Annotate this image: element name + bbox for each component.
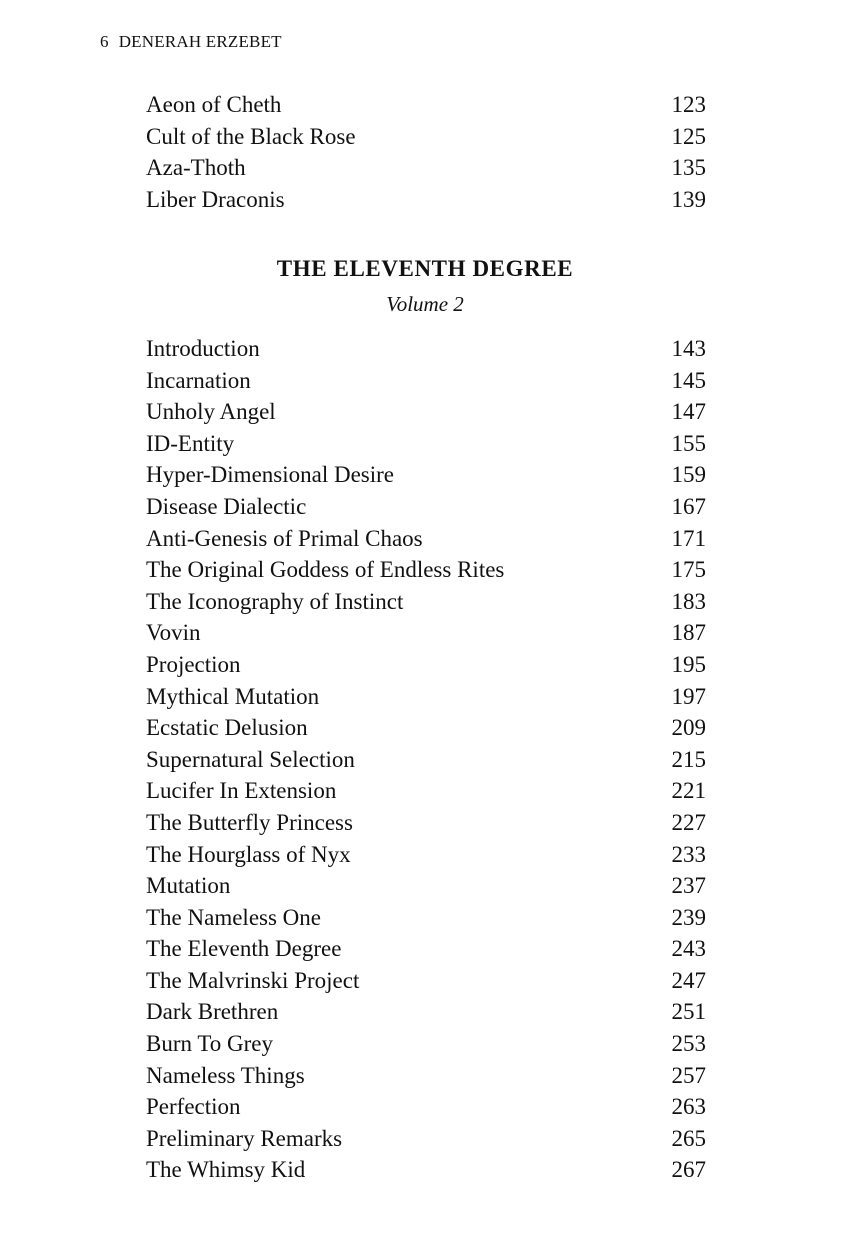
toc-entry-title: The Nameless One [146,904,321,930]
toc-entry [146,965,706,997]
toc-entry-page: 135 [671,155,706,181]
toc-entry [146,89,706,121]
toc-entry-title: ID-Entity [146,430,235,456]
toc-entry [146,184,706,216]
toc-entry-title: The Iconography of Instinct [146,588,404,614]
toc-entry-title: Liber Draconis [146,186,285,212]
toc-entry [146,933,706,965]
toc-entry [146,428,706,460]
toc-entry-page: 147 [671,399,706,425]
toc-entry-page: 209 [671,715,706,741]
toc-entry-page: 267 [671,1157,706,1183]
toc-entry-page: 175 [671,557,706,583]
toc-entry-page: 183 [671,588,706,614]
toc-entry-title: Projection [146,651,241,677]
toc-entry-page: 215 [671,746,706,772]
toc-entry [146,554,706,586]
toc-entry-page: 167 [671,493,706,519]
toc-entry-page: 265 [671,1125,706,1151]
toc-entry-title: Incarnation [146,367,251,393]
toc-entry [146,1091,706,1123]
toc-entry [146,586,706,618]
toc-list-main [146,333,706,1186]
toc-entry-title: Disease Dialectic [146,493,307,519]
toc-entry-page: 197 [671,683,706,709]
toc-entry [146,459,706,491]
toc-entry-page: 239 [671,904,706,930]
page-number: 6 [100,32,109,51]
toc-entry-page: 247 [671,967,706,993]
toc-entry [146,396,706,428]
toc-entry [146,681,706,713]
toc-entry [146,1060,706,1092]
toc-list-top [146,89,706,215]
section-subtitle: Volume 2 [386,292,464,316]
toc-entry-title: Hyper-Dimensional Desire [146,462,394,488]
toc-entry [146,1123,706,1155]
toc-entry-page: 123 [671,92,706,117]
toc-entry-page: 263 [671,1094,706,1120]
toc-entry [146,1154,706,1186]
toc-entry-page: 145 [671,367,706,393]
toc-entry [146,333,706,365]
toc-entry [146,1028,706,1060]
toc-entry-title: Aza-Thoth [146,155,246,181]
toc-entry-page: 253 [671,1031,706,1057]
section-title: THE ELEVENTH DEGREE [276,256,574,281]
toc-entry [146,870,706,902]
toc-entry-title: Vovin [146,620,201,646]
author-name: DENERAH ERZEBET [118,32,282,51]
toc-entry-title: Anti-Genesis of Primal Chaos [146,525,423,551]
toc-entry-title: The Eleventh Degree [146,936,342,962]
toc-entry-page: 159 [671,462,706,488]
running-head [100,32,282,52]
toc-entry-title: Mythical Mutation [146,683,320,709]
toc-entry-page: 125 [671,123,706,149]
toc-entry-page: 227 [671,809,706,835]
toc-entry-title: Nameless Things [146,1062,305,1088]
toc-entry-page: 251 [671,999,706,1025]
toc-entry-title: Perfection [146,1094,241,1120]
toc-entry-page: 233 [671,841,706,867]
toc-entry [146,996,706,1028]
toc-entry-page: 139 [671,186,706,212]
toc-entry-title: The Whimsy Kid [146,1157,306,1183]
toc-entry-page: 187 [671,620,706,646]
toc-entry-page: 221 [671,778,706,804]
toc-entry-title: Aeon of Cheth [146,92,282,117]
toc-entry [146,121,706,153]
toc-entry-title: Introduction [146,336,260,361]
toc-entry-title: Dark Brethren [146,999,279,1025]
toc-entry [146,365,706,397]
toc-entry-title: The Hourglass of Nyx [146,841,351,867]
toc-entry [146,649,706,681]
toc-entry-title: Burn To Grey [146,1031,274,1057]
toc-entry [146,712,706,744]
toc-entry-title: The Butterfly Princess [146,809,353,835]
toc-entry [146,152,706,184]
toc-entry [146,775,706,807]
toc-entry-title: Supernatural Selection [146,746,355,772]
toc-entry [146,839,706,871]
toc-entry-title: Cult of the Black Rose [146,123,356,149]
toc-entry-title: Lucifer In Extension [146,778,337,804]
toc-entry [146,491,706,523]
toc-entry-title: Ecstatic Delusion [146,715,308,741]
toc-entry-page: 195 [671,651,706,677]
toc-entry-page: 237 [671,873,706,899]
toc-entry [146,617,706,649]
toc-entry-title: The Original Goddess of Endless Rites [146,557,505,583]
toc-entry-title: Unholy Angel [146,399,276,425]
toc-entry-title: The Malvrinski Project [146,967,360,993]
toc-entry-page: 257 [671,1062,706,1088]
toc-entry [146,523,706,555]
toc-entry-page: 143 [671,336,706,361]
toc-entry [146,902,706,934]
toc-entry-page: 171 [671,525,706,551]
toc-entry-page: 243 [671,936,706,962]
toc-entry [146,807,706,839]
toc-entry-title: Preliminary Remarks [146,1125,343,1151]
toc-entry-title: Mutation [146,873,231,899]
toc-entry-page: 155 [671,430,706,456]
toc-entry [146,744,706,776]
